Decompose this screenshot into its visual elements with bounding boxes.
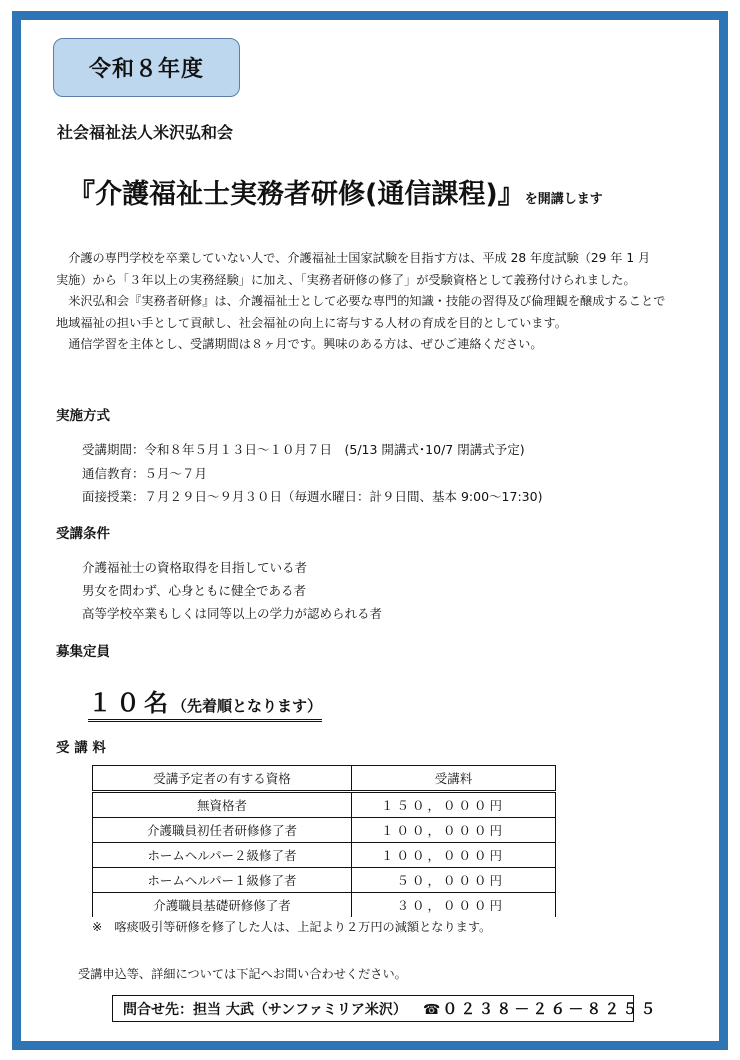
contact-label: 問合せ先：担当 大武（サンファミリア米沢） <box>123 1001 407 1018</box>
section-heading-requirements: 受講条件 <box>56 526 110 542</box>
requirement-item: 男女を問わず、心身ともに健全である者 <box>82 583 307 598</box>
intro-line: 地域福祉の担い手として貢献し、社会福祉の向上に寄与する人材の育成を目的としています。 <box>56 315 567 330</box>
qualification-cell: ホームヘルパー１級修了者 <box>93 868 352 893</box>
implementation-item: 受講期間：令和８年５月１３日～１０月７日 (5/13 開講式･10/7 閉講式予定) <box>82 442 525 457</box>
table-row <box>93 818 556 843</box>
organization-name: 社会福祉法人米沢弘和会 <box>57 123 234 142</box>
table-header-row <box>93 766 556 792</box>
fiscal-year-badge: 令和８年度 <box>53 38 240 97</box>
qualification-cell: 介護職員基礎研修修了者 <box>93 893 352 918</box>
intro-line: 実施）から「３年以上の実務経験」に加え、「実務者研修の修了」が受験資格として義務付けられました。 <box>56 272 636 287</box>
fee-cell: ３０，０００円 <box>352 893 556 918</box>
table-row <box>93 868 556 893</box>
phone-number: ０２３８－２６－８２５５ <box>442 1000 659 1018</box>
contact-box <box>112 995 659 1022</box>
requirement-item: 高等学校卒業もしくは同等以上の学力が認められる者 <box>82 606 383 621</box>
qualification-cell: ホームヘルパー２級修了者 <box>93 843 352 868</box>
section-heading-implementation: 実施方式 <box>56 408 110 424</box>
course-title-suffix: を開講します <box>524 192 603 207</box>
intro-line: 通信学習を主体とし、受講期間は８ヶ月です。興味のある方は、ぜひご連絡ください。 <box>68 337 543 351</box>
intro-text <box>56 248 706 356</box>
qualification-cell: 無資格者 <box>93 792 352 818</box>
intro-line: 介護の専門学校を卒業していない人で、介護福祉士国家試験を目指す方は、平成 28 年度試験（29 年 1 月 <box>68 251 651 265</box>
capacity-value <box>88 683 322 722</box>
fee-cell: １５０，０００円 <box>352 792 556 818</box>
fee-discount-note: ※ 喀痰吸引等研修を修了した人は、上記より２万円の減額となります。 <box>92 920 492 934</box>
fee-cell: １００，０００円 <box>352 818 556 843</box>
table-row <box>93 792 556 818</box>
capacity-number: １０名 <box>88 689 172 717</box>
table-row <box>93 893 556 918</box>
inquiry-text: 受講申込等、詳細については下記へお問い合わせください。 <box>78 967 407 981</box>
page-title <box>68 172 603 211</box>
contact-phone[interactable] <box>423 998 658 1019</box>
capacity-note: （先着順となります） <box>172 697 323 715</box>
intro-line: 米沢弘和会『実務者研修』は、介護福祉士として必要な専門的知識・技能の習得及び倫理観を醸成することで <box>68 294 666 308</box>
table-row <box>93 843 556 868</box>
requirement-item: 介護福祉士の資格取得を目指している者 <box>82 560 308 575</box>
section-heading-fees: 受 講 料 <box>56 740 106 756</box>
course-title: 『介護福祉士実務者研修(通信課程)』 <box>68 179 525 210</box>
qualification-cell: 介護職員初任者研修修了者 <box>93 818 352 843</box>
fee-cell: １００，０００円 <box>352 843 556 868</box>
fee-cell: ５０，０００円 <box>352 868 556 893</box>
implementation-item: 面接授業：７月２９日～９月３０日（毎週水曜日：計９日間、基本 9:00～17:30) <box>82 489 543 504</box>
telephone-icon: ☎ <box>422 1002 441 1018</box>
column-header-qualification: 受講予定者の有する資格 <box>93 766 352 792</box>
fee-table <box>92 765 556 917</box>
implementation-item: 通信教育：５月～７月 <box>82 466 208 481</box>
section-heading-capacity: 募集定員 <box>56 644 110 660</box>
column-header-fee: 受講料 <box>352 766 556 792</box>
